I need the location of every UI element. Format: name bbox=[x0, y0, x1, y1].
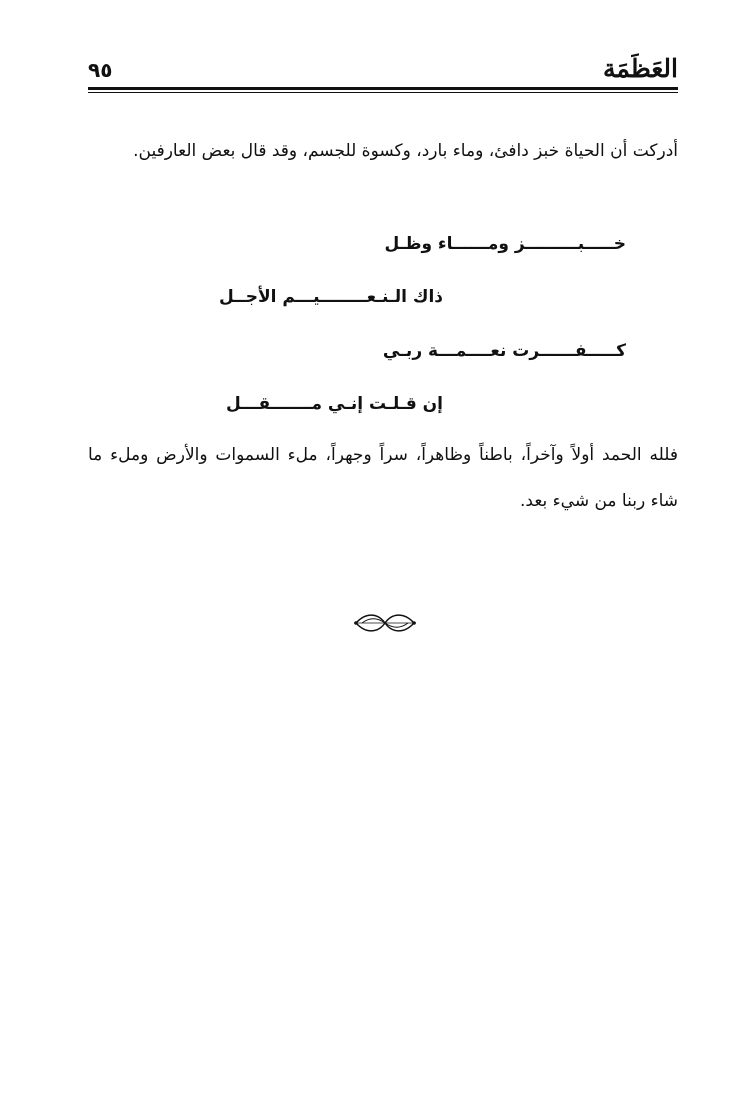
book-title: العَظَمَة bbox=[603, 54, 678, 83]
flourish-ornament-icon bbox=[352, 610, 418, 636]
verse-line-1: خـــــبـــــــــز ومــــــاء وظـل bbox=[384, 234, 626, 254]
verse-line-3: كـــــفــــــرت نعــــمـــة ربـي bbox=[382, 341, 626, 361]
verse-line-2: ذاك الـنـعــــــــيـــم الأجــل bbox=[218, 287, 443, 307]
verse-line-4: إن قـلـت إنـي مـــــــقـــل bbox=[225, 394, 443, 414]
header-rule-thin bbox=[88, 92, 678, 93]
closing-paragraph: فلله الحمد أولاً وآخراً، باطناً وظاهراً، سراً وجهراً، ملء السموات والأرض وملء ما شاء ربنا من شيء بعد. bbox=[88, 445, 678, 511]
page-number: ٩٥ bbox=[88, 58, 113, 82]
page-header bbox=[88, 52, 678, 92]
header-rule-thick bbox=[88, 87, 678, 90]
intro-paragraph: أدركت أن الحياة خبز دافئ، وماء بارد، وكسوة للجسم، وقد قال بعض العارفين. bbox=[133, 141, 678, 161]
